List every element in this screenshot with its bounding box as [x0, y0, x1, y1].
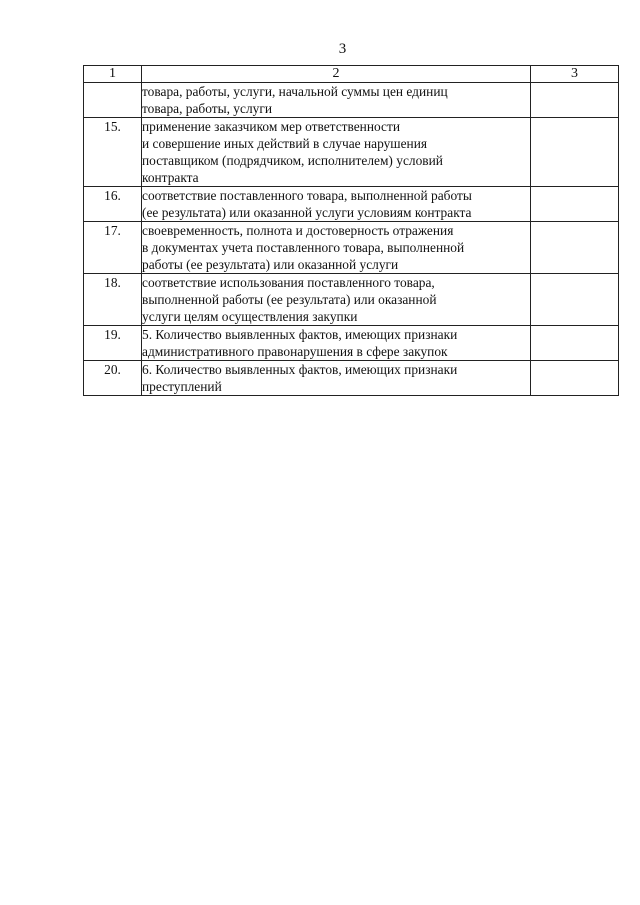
- table-row: [84, 326, 619, 361]
- row-number: 17.: [84, 222, 142, 274]
- row-value: [531, 274, 619, 326]
- row-value: [531, 118, 619, 187]
- row-number: 16.: [84, 187, 142, 222]
- row-value: [531, 326, 619, 361]
- row-number: 18.: [84, 274, 142, 326]
- column-header-number: 1: [84, 66, 142, 83]
- row-description: применение заказчиком мер ответственности и совершение иных действий в случае нарушения поставщиком (подрядчиком, исполнителем) условий контракта: [142, 118, 531, 187]
- row-number: [84, 83, 142, 118]
- table-row: [84, 274, 619, 326]
- document-table: [83, 65, 619, 396]
- row-value: [531, 222, 619, 274]
- page-number: 3: [338, 41, 347, 57]
- row-number: 20.: [84, 361, 142, 396]
- row-number: 15.: [84, 118, 142, 187]
- table-row: [84, 118, 619, 187]
- row-description: соответствие использования поставленного товара, выполненной работы (ее результата) или оказанной услуги целям осуществления закупки: [142, 274, 531, 326]
- row-value: [531, 83, 619, 118]
- table-row: [84, 361, 619, 396]
- row-description: 5. Количество выявленных фактов, имеющих признаки административного правонарушения в сфере закупок: [142, 326, 531, 361]
- column-header-description: 2: [142, 66, 531, 83]
- row-value: [531, 361, 619, 396]
- row-value: [531, 187, 619, 222]
- table-header-row: [84, 66, 619, 83]
- row-number: 19.: [84, 326, 142, 361]
- table-row: [84, 222, 619, 274]
- table-row: [84, 187, 619, 222]
- row-description: 6. Количество выявленных фактов, имеющих признаки преступлений: [142, 361, 531, 396]
- column-header-value: 3: [531, 66, 619, 83]
- row-description: товара, работы, услуги, начальной суммы цен единиц товара, работы, услуги: [142, 83, 531, 118]
- row-description: своевременность, полнота и достоверность отражения в документах учета поставленного товара, выполненной работы (ее результата) или оказанной услуги: [142, 222, 531, 274]
- row-description: соответствие поставленного товара, выполненной работы (ее результата) или оказанной услуги условиям контракта: [142, 187, 531, 222]
- table-row: [84, 83, 619, 118]
